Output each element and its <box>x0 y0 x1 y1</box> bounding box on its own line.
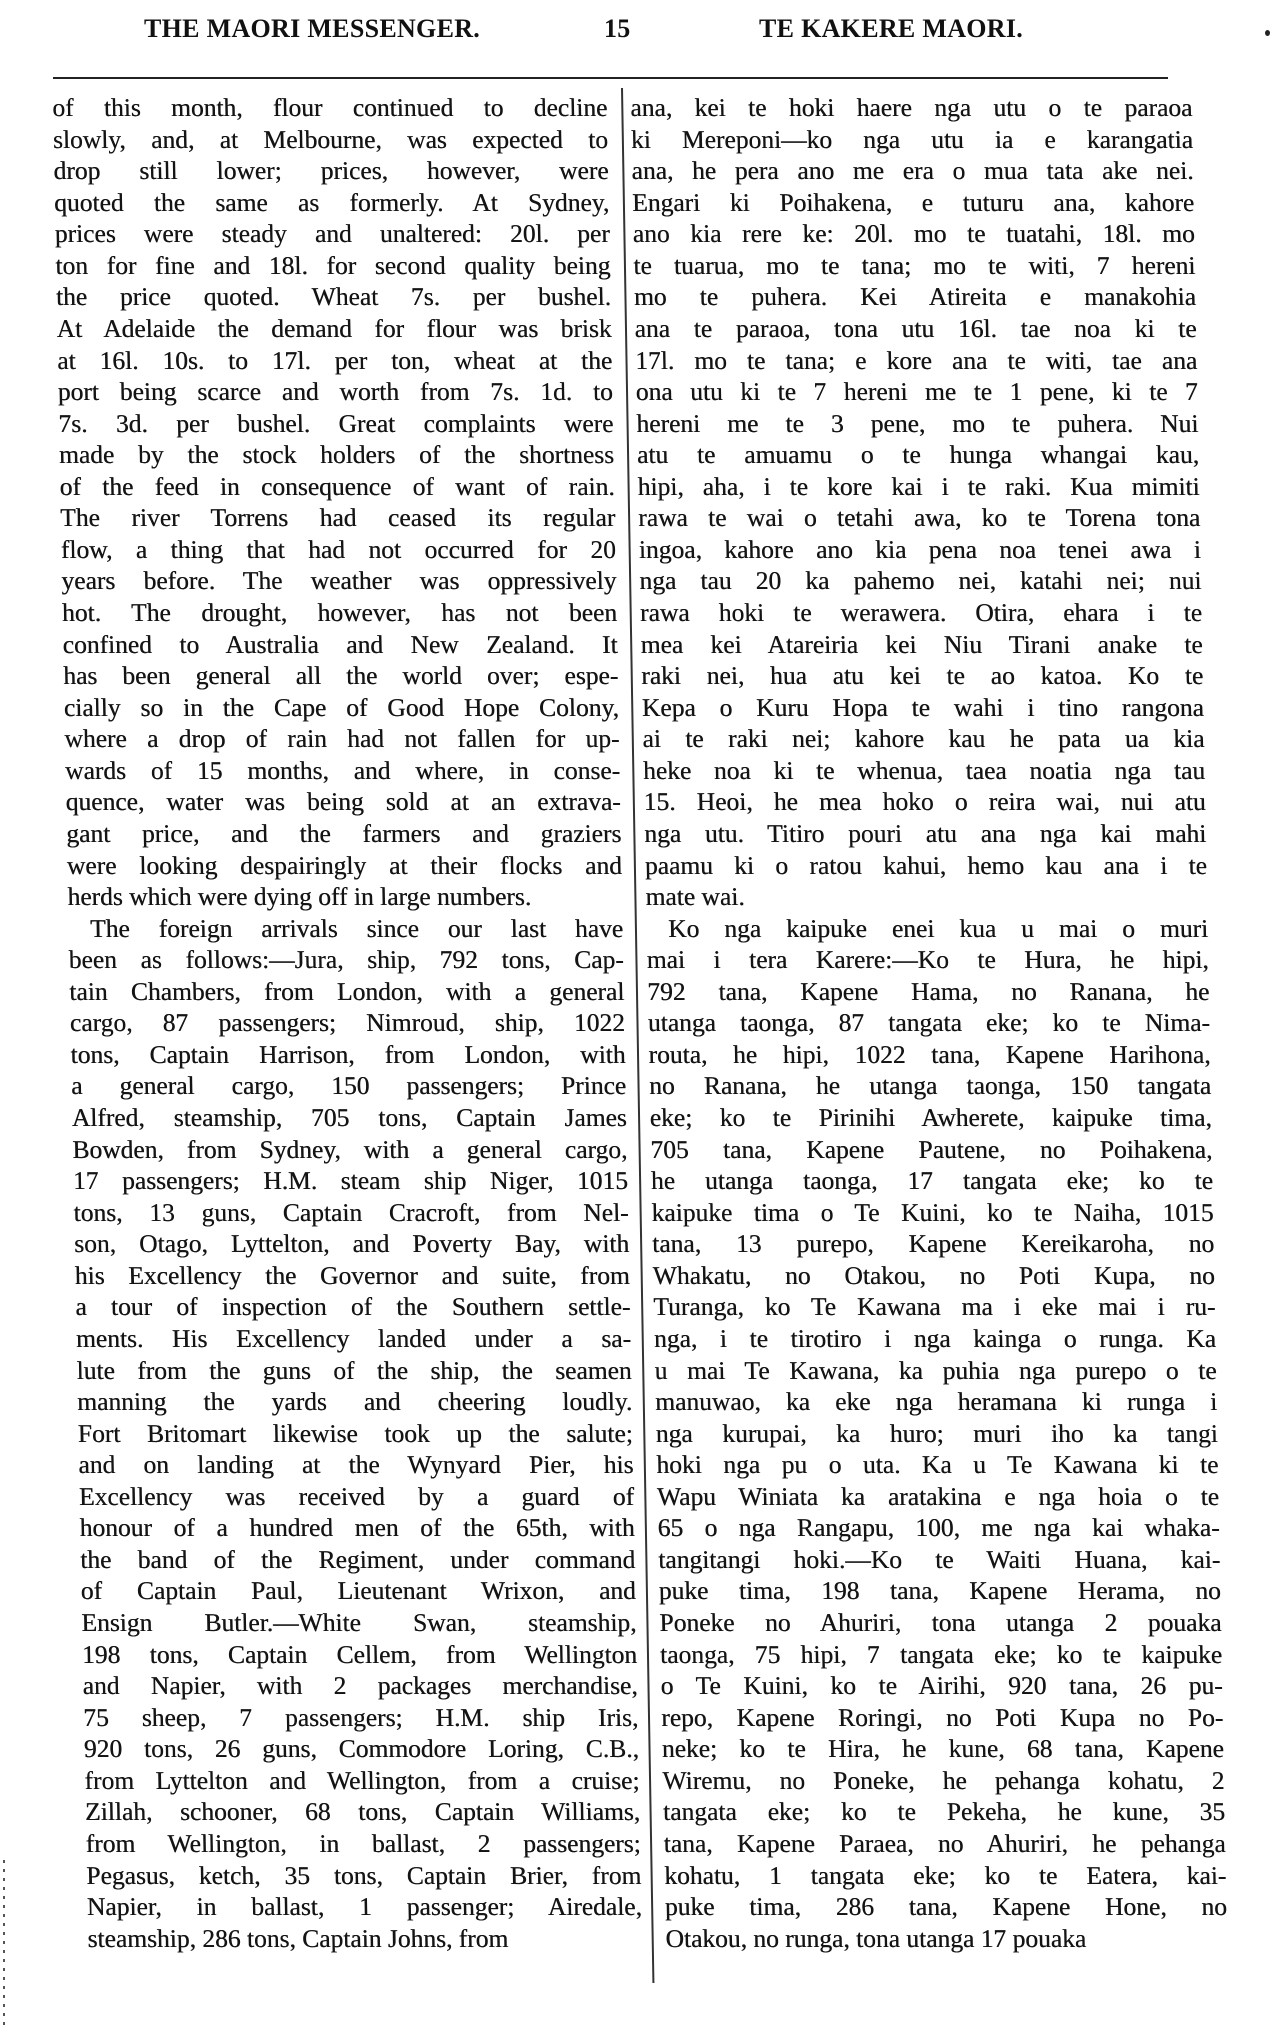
text-line: confined to Australia and New Zealand. It <box>62 629 618 659</box>
text-line: Napier, in ballast, 1 passenger; Airedale, <box>86 1892 643 1922</box>
text-line: Pegasus, ketch, 35 tons, Captain Brier, from <box>85 1860 642 1890</box>
text-line: the band of the Regiment, under command <box>79 1544 636 1574</box>
text-line: of Captain Paul, Lieutenant Wrixon, and <box>80 1576 637 1606</box>
text-line: where a drop of rain had not fallen for up- <box>64 724 620 754</box>
text-line: 792 tana, Kapene Hama, no Ranana, he <box>646 976 1210 1006</box>
text-line: ano kia rere ke: 20l. mo te tuatahi, 18l. mo <box>632 219 1196 249</box>
text-line: a general cargo, 150 passengers; Prince <box>70 1071 627 1101</box>
text-line: quence, water was being sold at an extrava- <box>65 787 621 817</box>
text-line: he utanga taonga, 17 tangata eke; ko te <box>650 1166 1214 1196</box>
text-line: 920 tons, 26 guns, Commodore Loring, C.B., <box>83 1734 640 1764</box>
text-line: a tour of inspection of the Southern settle- <box>75 1292 631 1322</box>
text-line: repo, Kapene Roringi, no Poti Kupa no Po- <box>660 1702 1224 1732</box>
text-line: ai te raki nei; kahore kau he pata ua kia <box>642 724 1205 754</box>
text-line: manuwao, ka eke nga heramana ki runga i <box>654 1387 1218 1417</box>
text-line: Ko nga kaipuke enei kua u mai o muri <box>667 913 1209 943</box>
text-line: neke; ko te Hira, he kune, 68 tana, Kapene <box>661 1734 1225 1764</box>
text-line: the price quoted. Wheat 7s. per bushel. <box>55 282 612 312</box>
text-line: and Napier, with 2 packages merchandise, <box>82 1671 638 1701</box>
text-line: years before. The weather was oppressively <box>61 566 617 596</box>
text-line: routa, he hipi, 1022 tana, Kapene Harihona, <box>648 1039 1211 1069</box>
text-line: ments. His Excellency landed under a sa- <box>75 1323 632 1353</box>
text-line: Bowden, from Sydney, with a general cargo, <box>72 1134 628 1164</box>
text-line: of the feed in consequence of want of rain. <box>59 471 615 501</box>
text-line: ana, kei te hoki haere nga utu o te paraoa <box>630 93 1193 122</box>
text-line: nga, i te tirotiro i nga kainga o runga. Ka <box>653 1323 1217 1353</box>
text-line: hot. The drought, however, has not been <box>61 598 618 627</box>
text-line: hipi, aha, i te kore kai i te raki. Kua mimiti <box>637 471 1200 501</box>
paragraph <box>52 92 623 913</box>
text-line: mai i tera Karere:—Ko te Hura, he hipi, <box>646 945 1209 975</box>
text-line: steamship, 286 tons, Captain Johns, from <box>87 1923 509 1953</box>
text-line: of this month, flour continued to decline <box>52 93 608 122</box>
text-line: ingoa, kahore ano kia pena noa tenei awa i <box>638 534 1202 564</box>
text-line: manning the yards and cheering loudly. <box>76 1387 633 1417</box>
text-line: taonga, 75 hipi, 7 tangata eke; ko te kaipuke <box>659 1639 1223 1669</box>
masthead-english-title: THE MAORI MESSENGER. <box>144 14 481 43</box>
text-line: ki Mereponi—ko nga utu ia e karangatia <box>630 124 1194 154</box>
text-line: been as follows:—Jura, ship, 792 tons, Cap- <box>68 945 624 975</box>
maori-column <box>630 92 1228 1954</box>
text-line: prices were steady and unaltered: 20l. per <box>54 219 611 249</box>
text-line: lute from the guns of the ship, the seamen <box>76 1355 632 1385</box>
text-line: rawa te wai o tetahi awa, ko te Torena tona <box>637 503 1201 533</box>
text-line: herds which were dying off in large numbers. <box>67 882 532 912</box>
text-line: slowly, and, at Melbourne, was expected to <box>52 124 609 154</box>
text-line: 75 sheep, 7 passengers; H.M. ship Iris, <box>82 1702 639 1732</box>
text-line: ana, he pera ano me era o mua tata ake nei. <box>631 156 1194 186</box>
text-line: nga tau 20 ka pahemo nei, katahi nei; nui <box>639 566 1202 596</box>
text-line: atu te amuamu o te hunga whangai kau, <box>636 440 1200 470</box>
text-line: The river Torrens had ceased its regular <box>59 503 616 533</box>
text-line: cargo, 87 passengers; Nimroud, ship, 1022 <box>69 1008 626 1038</box>
text-line: 198 tons, Captain Cellem, from Wellington <box>81 1639 638 1669</box>
text-line: drop still lower; prices, however, were <box>53 156 609 186</box>
text-line: tons, 13 guns, Captain Cracroft, from Nel- <box>73 1197 629 1227</box>
english-column <box>52 92 643 1954</box>
text-line: Excellency was received by a guard of <box>78 1481 635 1511</box>
text-line: o Te Kuini, ko te Airihi, 920 tana, 26 pu- <box>660 1671 1223 1701</box>
text-line: no Ranana, he utanga taonga, 150 tangata <box>648 1071 1212 1101</box>
text-line: heke noa ki te whenua, taea noatia nga tau <box>642 755 1206 785</box>
text-line: at 16l. 10s. to 17l. per ton, wheat at the <box>56 345 613 375</box>
text-line: ana te paraoa, tona utu 16l. tae noa ki te <box>634 313 1197 343</box>
text-line: son, Otago, Lyttelton, and Poverty Bay, with <box>73 1229 630 1259</box>
text-line: 15. Heoi, he mea hoko o reira wai, nui atu <box>643 787 1206 817</box>
text-line: Wapu Winiata ka aratakina e nga hoia o te <box>656 1481 1220 1511</box>
text-line: quoted the same as formerly. At Sydney, <box>53 187 610 217</box>
text-line: ton for fine and 18l. for second quality being <box>55 250 611 280</box>
text-line: mate wai. <box>645 882 745 912</box>
text-line: Wiremu, no Poneke, he pehanga kohatu, 2 <box>662 1765 1225 1795</box>
text-line: mea kei Atareiria kei Niu Tirani anake te <box>640 629 1203 659</box>
text-line: puke tima, 286 tana, Kapene Hone, no <box>664 1892 1228 1922</box>
text-line: mo te puhera. Kei Atireita e manakohia <box>633 282 1197 312</box>
page-number: 15 <box>604 14 631 43</box>
text-line: ona utu ki te 7 hereni me te 1 pene, ki te 7 <box>635 377 1199 407</box>
text-line: 65 o nga Rangapu, 100, me nga kai whaka- <box>657 1513 1220 1543</box>
text-line: te tuarua, mo te tana; mo te witi, 7 hereni <box>633 250 1196 280</box>
paragraph <box>646 913 1228 1955</box>
text-line: from Wellington, in ballast, 2 passengers; <box>85 1828 641 1858</box>
text-line: made by the stock holders of the shortness <box>58 440 615 470</box>
text-line: hereni me te 3 pene, mo te puhera. Nui <box>636 408 1199 438</box>
text-line: rawa hoki te werawera. Otira, ehara i te <box>639 598 1203 627</box>
text-line: port being scarce and worth from 7s. 1d. to <box>57 377 614 407</box>
text-line: Fort Britomart likewise took up the salute; <box>77 1418 634 1448</box>
text-line: u mai Te Kawana, ka puhia nga purepo o te <box>654 1355 1217 1385</box>
text-line: Alfred, steamship, 705 tons, Captain James <box>71 1103 627 1132</box>
text-line: 7s. 3d. per bushel. Great complaints were <box>58 408 614 438</box>
text-line: and on landing at the Wynyard Pier, his <box>78 1450 634 1480</box>
text-line: his Excellency the Governor and suite, from <box>74 1260 630 1290</box>
text-line: from Lyttelton and Wellington, from a cruise; <box>84 1765 640 1795</box>
text-line: tana, 13 purepo, Kapene Kereikaroha, no <box>651 1229 1215 1259</box>
print-speck <box>1265 30 1270 36</box>
text-line: tain Chambers, from London, with a general <box>68 976 625 1006</box>
text-line: 705 tana, Kapene Pautene, no Poihakena, <box>650 1134 1213 1164</box>
text-line: flow, a thing that had not occurred for 20 <box>60 534 617 564</box>
text-line: 17 passengers; H.M. steam ship Niger, 1015 <box>72 1166 629 1196</box>
text-line: eke; ko te Pirinihi Awherete, kaipuke tima, <box>649 1103 1212 1132</box>
masthead-maori-title: TE KAKERE MAORI. <box>759 14 1024 43</box>
text-line: Poneke no Ahuriri, tona utanga 2 pouaka <box>659 1608 1222 1637</box>
text-line: Otakou, no runga, tona utanga 17 pouaka <box>665 1923 1087 1953</box>
text-line: nga utu. Titiro pouri atu ana nga kai mahi <box>643 818 1207 848</box>
text-line: Engari ki Poihakena, e tuturu ana, kahore <box>631 187 1195 217</box>
paragraph <box>630 92 1208 913</box>
text-line: honour of a hundred men of the 65th, with <box>79 1513 635 1543</box>
text-line: tangitangi hoki.—Ko te Waiti Huana, kai- <box>657 1544 1221 1574</box>
paragraph <box>68 913 643 1955</box>
text-line: hoki nga pu o uta. Ka u Te Kawana ki te <box>656 1450 1219 1480</box>
text-line: has been general all the world over; espe- <box>62 661 619 691</box>
text-line: At Adelaide the demand for flour was brisk <box>56 313 612 343</box>
text-line: kohatu, 1 tangata eke; ko te Eatera, kai- <box>663 1860 1227 1890</box>
text-line: Ensign Butler.—White Swan, steamship, <box>81 1608 637 1637</box>
text-line: puke tima, 198 tana, Kapene Herama, no <box>658 1576 1222 1606</box>
text-line: wards of 15 months, and where, in conse- <box>64 755 621 785</box>
header-rule <box>53 77 1168 79</box>
text-line: Zillah, schooner, 68 tons, Captain Williams, <box>84 1797 641 1827</box>
text-line: gant price, and the farmers and graziers <box>65 818 622 848</box>
text-line: Kepa o Kuru Hopa te wahi i tino rangona <box>641 692 1205 722</box>
text-line: were looking despairingly at their flocks and <box>66 850 623 880</box>
text-line: cially so in the Cape of Good Hope Colony, <box>63 692 620 722</box>
scan-edge-mark <box>3 1860 5 2030</box>
text-line: tons, Captain Harrison, from London, with <box>70 1039 626 1069</box>
text-line: 17l. mo te tana; e kore ana te witi, tae ana <box>634 345 1198 375</box>
text-line: raki nei, hua atu kei te ao katoa. Ko te <box>640 661 1204 691</box>
text-line: The foreign arrivals since our last have <box>89 913 624 943</box>
text-line: Turanga, ko Te Kawana ma i eke mai i ru- <box>653 1292 1216 1322</box>
text-line: tana, Kapene Paraea, no Ahuriri, he pehanga <box>663 1828 1226 1858</box>
text-line: nga kurupai, ka huro; muri iho ka tangi <box>655 1418 1219 1448</box>
text-line: tangata eke; ko te Pekeha, he kune, 35 <box>662 1797 1226 1827</box>
text-line: utanga taonga, 87 tangata eke; ko te Nima- <box>647 1008 1211 1038</box>
text-line: kaipuke tima o Te Kuini, ko te Naiha, 1015 <box>651 1197 1214 1227</box>
text-line: paamu ki o ratou kahui, hemo kau ana i te <box>644 850 1208 880</box>
text-line: Whakatu, no Otakou, no Poti Kupa, no <box>652 1260 1215 1290</box>
